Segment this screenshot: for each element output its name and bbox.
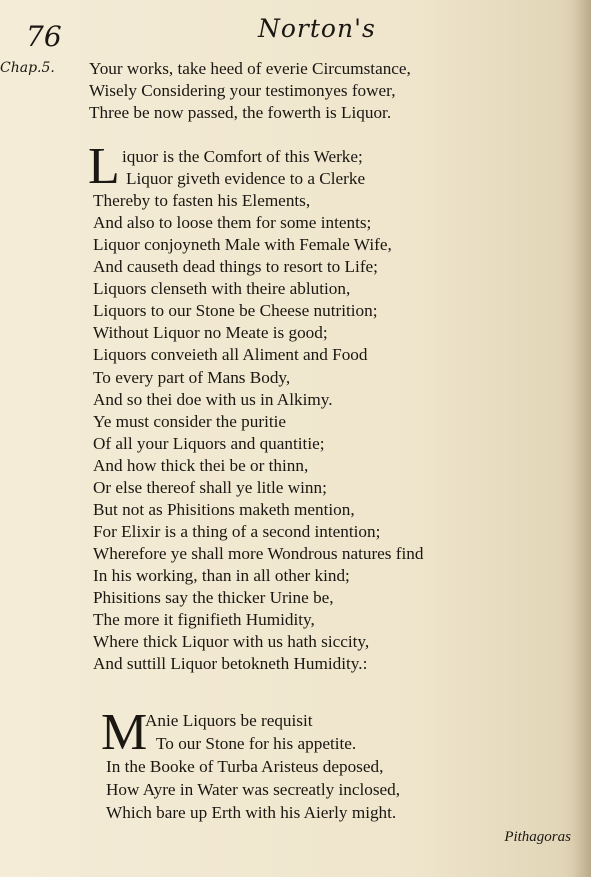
verse-line: And so thei doe with us in Alkimy. (93, 389, 333, 409)
page-gutter-shadow (573, 0, 591, 877)
verse-line: In the Booke of Turba Aristeus deposed, (106, 757, 384, 776)
verse-line: iquor is the Comfort of this Werke; (122, 147, 363, 166)
verse-line: How Ayre in Water was secreatly inclosed, (106, 780, 401, 799)
verse-line: Ye must consider the puritie (93, 411, 287, 431)
verse-line: But not as Phisitions maketh mention, (93, 499, 355, 519)
verse-line: And suttill Liquor betokneth Humidity.: (93, 654, 368, 674)
running-title: Norton's (258, 14, 376, 43)
verse-line: Of all your Liquors and quantitie; (93, 433, 325, 453)
verse-line: Anie Liquors be requisit (145, 711, 313, 730)
verse-line: In his working, than in all other kind; (93, 565, 350, 585)
verse-line: Liquor conjoyneth Male with Female Wife, (93, 235, 392, 255)
verse-line: Your works, take heed of everie Circumstance, (89, 59, 411, 78)
verse-line: Or else thereof shall ye litle winn; (93, 477, 327, 497)
verse-line: For Elixir is a thing of a second intention; (93, 521, 381, 541)
verse-line: Three be now passed, the fowerth is Liquor. (89, 103, 392, 122)
drop-cap-m: M (101, 704, 148, 761)
catchword: Pithagoras (504, 829, 571, 845)
verse-line: Without Liquor no Meate is good; (93, 323, 328, 343)
verse-line: Phisitions say the thicker Urine be, (93, 588, 334, 607)
verse-line: And how thick thei be or thinn, (93, 455, 309, 475)
chapter-side-note: Chap.5. (0, 60, 55, 76)
verse-line: And causeth dead things to resort to Life; (93, 257, 378, 277)
drop-cap-l: L (88, 138, 120, 195)
verse-line: The more it fignifieth Humidity, (93, 610, 315, 630)
verse-line: Liquors conveieth all Aliment and Food (93, 345, 368, 365)
verse-line: Liquor giveth evidence to a Clerke (126, 169, 366, 189)
verse-line: Wherefore ye shall more Wondrous natures find (93, 543, 424, 563)
page-number: 76 (26, 20, 62, 53)
verse-line: Liquors to our Stone be Cheese nutrition; (93, 301, 378, 321)
verse-line: And also to loose them for some intents; (93, 213, 372, 233)
verse-line: Thereby to fasten his Elements, (93, 191, 311, 211)
verse-line: Which bare up Erth with his Aierly might. (106, 803, 397, 822)
verse-line: To every part of Mans Body, (93, 367, 291, 387)
verse-line: Where thick Liquor with us hath siccity, (93, 632, 370, 652)
verse-line: To our Stone for his appetite. (156, 734, 357, 753)
verse-line: Wisely Considering your testimonyes fower, (89, 81, 396, 100)
verse-line: Liquors clenseth with theire ablution, (93, 279, 351, 299)
